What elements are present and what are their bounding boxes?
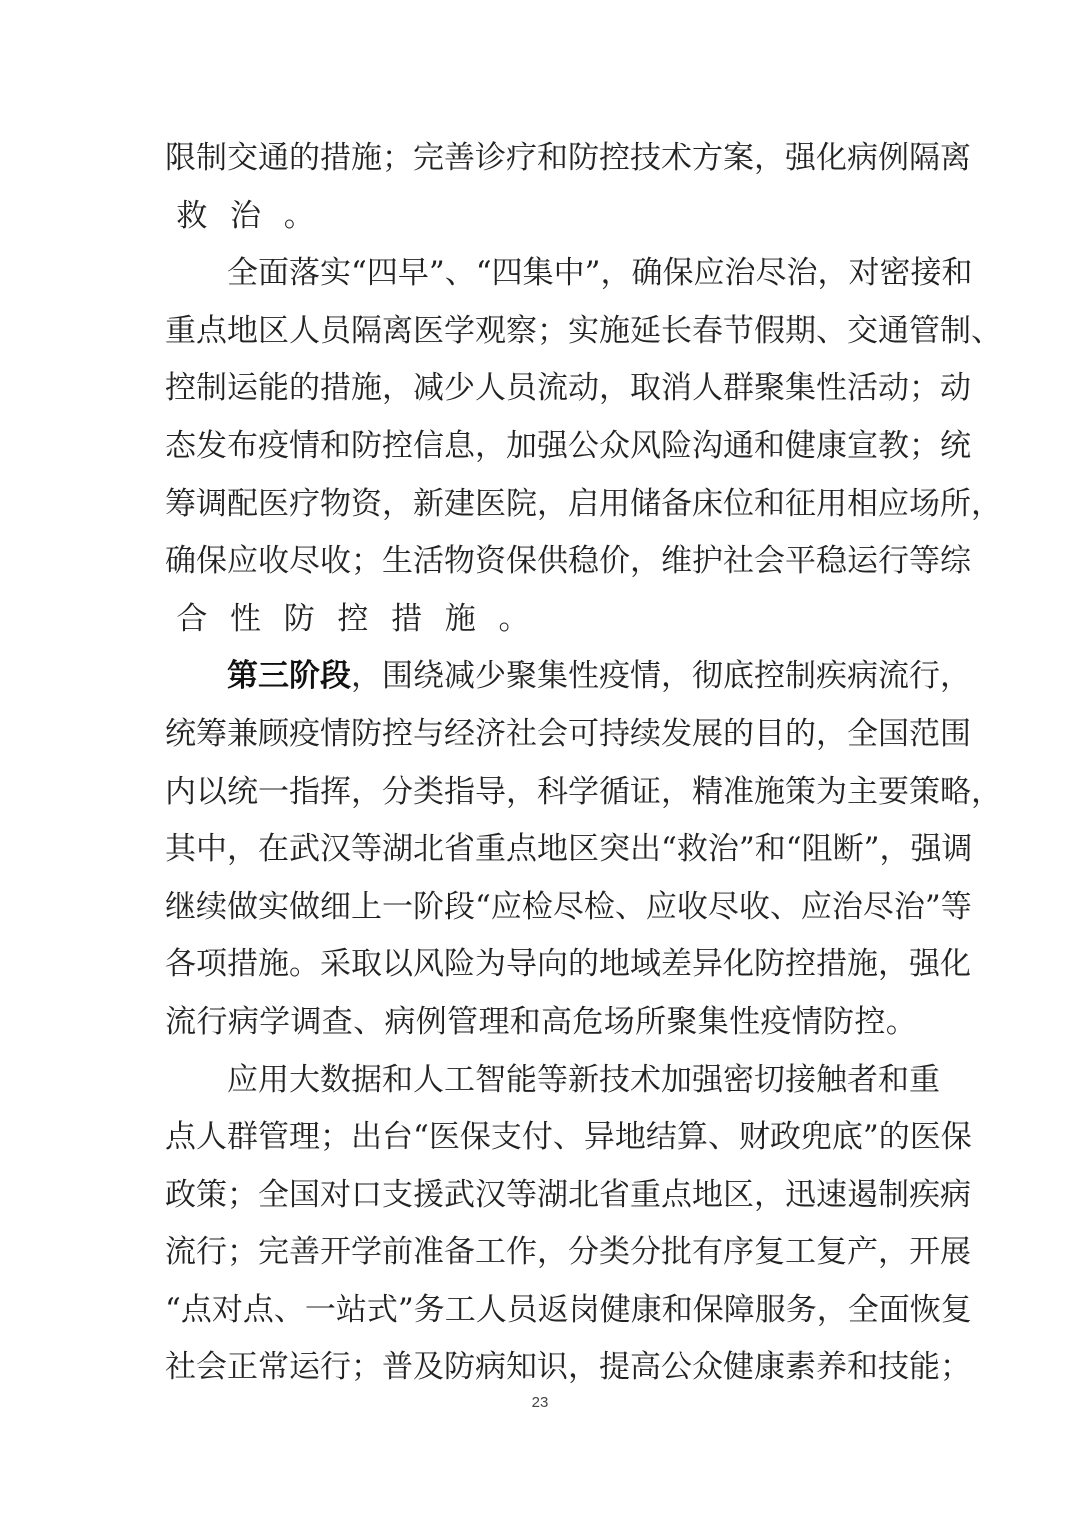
text-line: 流 行 ； 完 善 开 学 前 准 备 工 作 ， 分 类 分 批 有 序 复 工 复 产 ， 开 展 bbox=[165, 1234, 971, 1271]
text-line: 应 用 大 数 据 和 人 工 智 能 等 新 技 术 加 强 密 切 接 触 者 和 重 bbox=[227, 1061, 940, 1098]
text-line: 重 点 地 区 人 员 隔 离 医 学 观 察 ； 实 施 延 长 春 节 假 期 、 交 通 管 制 、 bbox=[165, 312, 1002, 349]
text-line: 合 性 防 控 措 施 。 bbox=[176, 600, 530, 637]
text-line: 社 会 正 常 运 行 ； 普 及 防 病 知 识 ， 提 高 公 众 健 康 素 养 和 技 能 ； bbox=[165, 1349, 971, 1386]
text-line: 确 保 应 收 尽 收 ； 生 活 物 资 保 供 稳 价 ， 维 护 社 会 平 稳 运 行 等 综 bbox=[165, 543, 971, 580]
text-line: 控 制 运 能 的 措 施 ， 减 少 人 员 流 动 ， 取 消 人 群 聚 集 性 活 动 ； 动 bbox=[165, 370, 971, 407]
text-line: 各 项 措 施 。 采 取 以 风 险 为 导 向 的 地 域 差 异 化 防 控 措 施 ， 强 化 bbox=[165, 946, 971, 983]
page-number: 23 bbox=[531, 1394, 549, 1411]
text-line: 内 以 统 一 指 挥 ， 分 类 指 导 ， 科 学 循 证 ， 精 准 施 策 为 主 要 策 略 ， bbox=[165, 773, 1002, 810]
text-line: 流 行 病 学 调 查 、 病 例 管 理 和 高 危 场 所 聚 集 性 疫 情 防 控 。 bbox=[165, 1003, 917, 1040]
text-line: 全 面 落 实 “ 四 早 ” 、 “ 四 集 中 ” ， 确 保 应 治 尽 治 ， 对 密 接 和 bbox=[227, 255, 973, 292]
text-line: 继 续 做 实 做 细 上 一 阶 段 “ 应 检 尽 检 、 应 收 尽 收 、 应 治 尽 治 ” 等 bbox=[165, 888, 972, 925]
text-line: 救 治 。 bbox=[176, 197, 315, 234]
text-line: 态 发 布 疫 情 和 防 控 信 息 ， 加 强 公 众 风 险 沟 通 和 健 康 宣 教 ； 统 bbox=[165, 427, 971, 464]
text-line: 筹 调 配 医 疗 物 资 ， 新 建 医 院 ， 启 用 储 备 床 位 和 征 用 相 应 场 所 ， bbox=[165, 485, 1002, 522]
document-body bbox=[165, 130, 1002, 1397]
text-line: 第 三 阶 段 ， 围 绕 减 少 聚 集 性 疫 情 ， 彻 底 控 制 疾 病 流 行 ， bbox=[227, 658, 971, 695]
text-line: 限 制 交 通 的 措 施 ； 完 善 诊 疗 和 防 控 技 术 方 案 ， 强 化 病 例 隔 离 bbox=[165, 140, 971, 176]
text-line: 点 人 群 管 理 ； 出 台 “ 医 保 支 付 、 异 地 结 算 、 财 政 兜 底 ” 的 医 保 bbox=[165, 1119, 972, 1156]
text-line: “ 点 对 点 、 一 站 式 ” 务 工 人 员 返 岗 健 康 和 保 障 服 务 ， 全 面 恢 复 bbox=[165, 1291, 972, 1328]
text-line: 统 筹 兼 顾 疫 情 防 控 与 经 济 社 会 可 持 续 发 展 的 目 的 ， 全 国 范 围 bbox=[165, 715, 971, 752]
text-line: 政 策 ； 全 国 对 口 支 援 武 汉 等 湖 北 省 重 点 地 区 ， 迅 速 遏 制 疾 病 bbox=[165, 1176, 971, 1213]
text-line: 其 中 ， 在 武 汉 等 湖 北 省 重 点 地 区 突 出 “ 救 治 ” 和 “ 阻 断 ” ， 强 调 bbox=[165, 831, 973, 868]
